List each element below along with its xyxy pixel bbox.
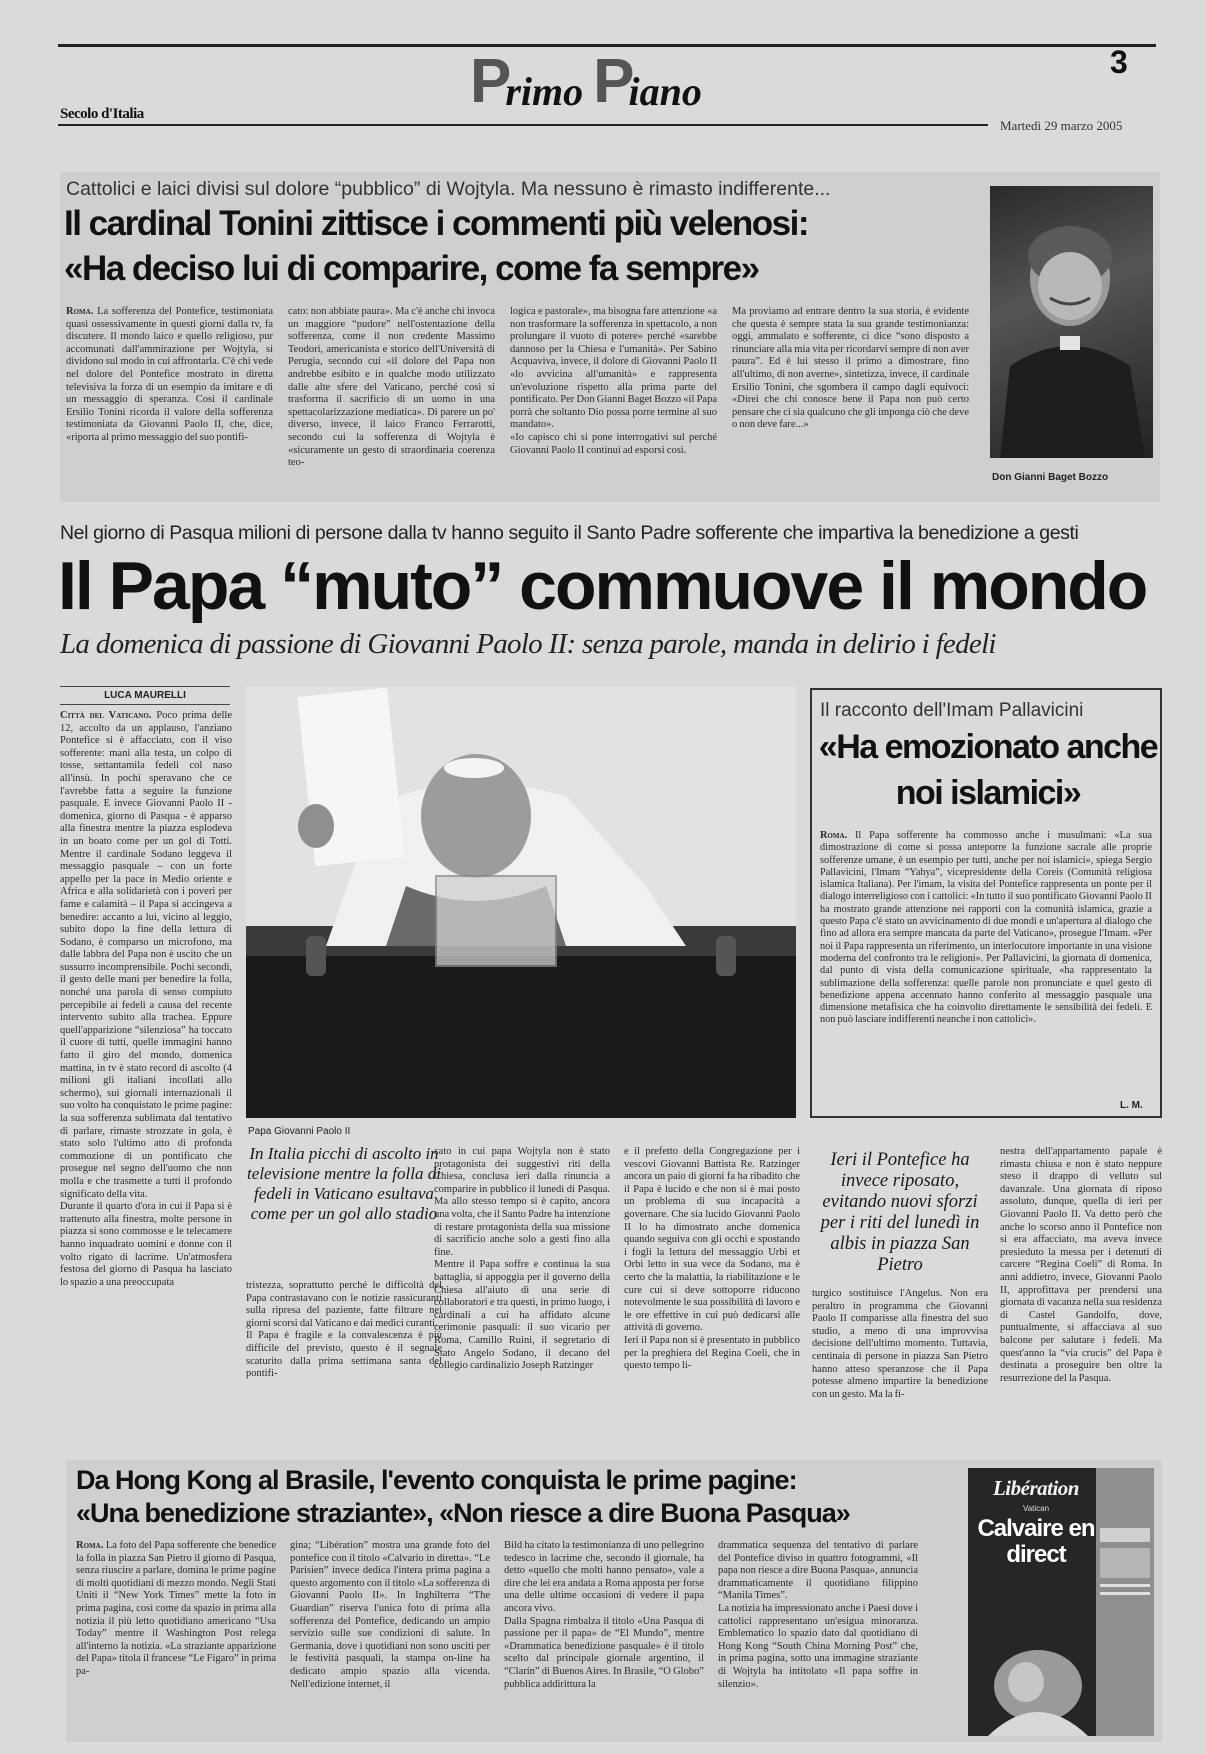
section-title-initial-1: P bbox=[470, 47, 512, 116]
story-prime-pagine-col-3: Bild ha citato la testimonianza di uno pellegrino tedesco in lacrime che, secondo il giornale, ha detto «quello che molti hanno pensato», vale a dire che lei era andata a Roma apposta per forse una delle ultime occasioni di vedere il papa ancora vivo. Dalla Spagna rimbalza il titolo «Una Pasqua di passione per il papa» de “El Mundo”, mentre «Drammatica benedizione pasquale» è il titolo scelto dal principale giornale argentino, il “Clarín” di Buenos Aires. In Brasile, “O Globo” pubblica addirittura la bbox=[504, 1540, 704, 1690]
baget-bozzo-caption: Don Gianni Baget Bozzo bbox=[992, 472, 1109, 483]
liberation-kicker: Vatican bbox=[1022, 1504, 1050, 1513]
baget-bozzo-photo bbox=[990, 186, 1153, 458]
story-papa-kicker: Nel giorno di Pasqua milioni di persone dalla tv hanno seguito il Santo Padre sofferente che impartiva la benedizione a gesti bbox=[60, 522, 1079, 544]
imam-dateline: Roma. bbox=[820, 830, 848, 841]
liberation-logo: Libération bbox=[992, 1476, 1079, 1500]
story-tonini-headline-2: «Ha deciso lui di comparire, come fa sempre» bbox=[64, 249, 759, 288]
pope-illustration bbox=[246, 686, 796, 1118]
pope-photo bbox=[246, 686, 796, 1118]
story-papa-subhead: La domenica di passione di Giovanni Paolo II: senza parole, manda in delirio i fedeli bbox=[60, 628, 996, 660]
section-title-initial-2: P bbox=[593, 47, 635, 116]
byline-rule-bottom bbox=[60, 704, 230, 705]
story-prime-pagine-col-4: drammatica sequenza del tentativo di parlare del Pontefice diviso in quattro fotogrammi, «Il papa non riesce a dire Buona Pasqua», annuncia drammaticamente il quotidiano filippino “Manila Times”. La notizia ha impressionato anche i Paesi dove i cattolici rappresentano un'esigua minoranza. Emblematico lo spazio dato dal quotidiano di Hong Kong “South China Morning Post” che, in prima pagina, sotto una immagine straziante di Wojtyla ha intitolato «Il papa soffre in silenzio». bbox=[718, 1540, 918, 1690]
paper-name: Secolo d'Italia bbox=[60, 106, 144, 122]
page-number: 3 bbox=[1110, 44, 1128, 80]
imam-signature: L. M. bbox=[1120, 1100, 1143, 1111]
section-title-word-1: rimo bbox=[505, 69, 584, 114]
byline-rule bbox=[60, 686, 230, 687]
story-papa-col-2: tristezza, soprattutto perché le difficoltà del Papa contrastavano con le notizie rassicuranti sulla ripresa del paziente, fatte filtrare nei giorni scorsi dal Vaticano e dai medici curanti. Il Papa è fragile e la convalescenza è più difficile del previsto, questo è il segnale scaturito dalla prima settimana santa del pontifi- bbox=[246, 1280, 442, 1380]
pullquote-riposo: Ieri il Pontefice ha invece riposato, evitando nuovi sforzi per i riti del lunedì in albis in piazza San Pietro bbox=[820, 1150, 980, 1275]
imam-sidebar-headline: «Ha emozionato anche noi islamici» bbox=[818, 728, 1158, 812]
portrait-illustration bbox=[990, 186, 1153, 458]
section-title-word-2: iano bbox=[628, 69, 702, 114]
pullquote-ascolto: In Italia picchi di ascolto in televisione mentre la folla di fedeli in Vaticano esultava come per un gol allo stadio bbox=[247, 1144, 441, 1223]
story-papa-col-3: cato in cui papa Wojtyla non è stato protagonista dei suggestivi riti della Chiesa, conclusa ieri dalla rinuncia a comparire in pubblico il lunedì di Pasqua. Ma allo stesso tempo si è capito, ancora una volta, che il Santo Padre ha intenzione di restare protagonista della sua missione di sacrificio anche solo a gesti fino alla fine. Mentre il Papa soffre e continua la sua battaglia, si appoggia per il governo della Chiesa all'aiuto di una serie di collaboratori e tra questi, in primo luogo, i cardinali a cui ha affidato alcune cerimonie pasquali: il suo vicario per Roma, Camillo Ruini, il segretario di Stato Angelo Sodano, il decano del collegio cardinalizio Joseph Ratzinger bbox=[434, 1146, 610, 1372]
section-title bbox=[470, 46, 702, 116]
liberation-headline: Calvaire en direct bbox=[977, 1515, 1095, 1568]
story-tonini-col-1: Roma. La sofferenza del Pontefice, testimoniata quasi ossessivamente in questi giorni dalla tv, fa discutere. Il mondo laico e quello religioso, pur accomunati dall'ammirazione per Wojtyla, si dividono sul modo in cui affrontarla. C'è chi vede nel dolore del Pontefice mostrato in diretta televisiva la forza di un esempio da imitare e di un messaggio di speranza. Così il cardinale Ersilio Tonini ricorda il valore della sofferenza testimoniata da Giovanni Paolo II, che, dice, «riporta al primo messaggio del suo pontifi- bbox=[66, 306, 273, 443]
story-papa-col-4: e il prefetto della Congregazione per i vescovi Giovanni Battista Re. Ratzinger ancora un paio di giorni fa ha ribadito che il Papa è lucido e che non si è mai posto un problema di sua incapacità a governare. Che sia lucido Giovanni Paolo II lo ha dimostrato anche domenica quando seguiva con gli occhi e spostando i fogli la lettura del messaggio Urbi et Orbi letto in sua vece da Sodano, ma è certo che la malattia, la riabilitazione e le cure cui si deve sottoporre riducono notevolmente le sua possibilità di lavoro e le ore effettive in cui può dedicarsi alle attività di governo. Ieri il Papa non si è presentato in pubblico per la preghiera del Regina Coeli, che in questo tempo li- bbox=[624, 1146, 800, 1372]
story-prime-pagine-headline-1: Da Hong Kong al Brasile, l'evento conquista le prime pagine: bbox=[76, 1465, 797, 1495]
story-prime-pagine-headline-2: «Una benedizione straziante», «Non riesce a dire Buona Pasqua» bbox=[76, 1498, 850, 1528]
story-prime-pagine-col-1: Roma. La foto del Papa sofferente che benedice la folla in piazza San Pietro il giorno di Pasqua, senza riuscire a parlare, domina le prime pagine di molti quotidiani di mezzo mondo. Negli Stati Uniti il “New York Times” mette la foto in prima pagina, così come da spazio in prima alla notizia il più letto quotidiano americano “Usa Today” mentre il Washington Post relega all'interno la notizia. «La straziante apparizione del Papa» titola il francese “Le Figaro” in prima pa- bbox=[76, 1540, 276, 1677]
liberation-front-page bbox=[968, 1468, 1154, 1736]
story-tonini-headline-1: Il cardinal Tonini zittisce i commenti più velenosi: bbox=[64, 204, 809, 243]
imam-sidebar-kicker: Il racconto dell'Imam Pallavicini bbox=[820, 700, 1084, 721]
story-papa-dateline: Città del Vaticano. bbox=[60, 710, 152, 721]
story-papa-col-6: nestra dell'appartamento papale è rimasta chiusa e non è stato neppure steso il drappo di velluto sul davanzale. Una giornata di riposo assoluto, dunque, quella di ieri per Giovanni Paolo II. Va detto però che anche lo scorso anno il Pontefice non si era affacciato, ma aveva invece presieduto la messa per i detenuti di carcere “Regina Coeli” di Roma. In anni addietro, invece, Giovanni Paolo II, approfittava per prendersi una giornata di vacanza nella sua residenza di Castel Gandolfo, dove, puntualmente, si affacciava al suo balcone per salutare i fedeli. Ma quest'anno la “via crucis” del Papa è destinata a proseguire ben oltre la resurrezione del la Pasqua. bbox=[1000, 1146, 1162, 1384]
issue-date: Martedì 29 marzo 2005 bbox=[1000, 118, 1123, 133]
imam-sidebar-body: Roma. Il Papa sofferente ha commosso anche i musulmani: «La sua dimostrazione di come si possa anteporre la funzione sacrale alle proprie sofferenze umane, è un esempio per tutti, anche per noi islamici», spiega Sergio Pallavicini, l'Imam “Yahya”, vicepresidente della Coreis (Comunità religiosa islamica Italiana). Per l'imam, la visita del Pontefice rappresenta un ponte per il dialogo interreligioso con i cattolici: «In tutto il suo pontificato Giovanni Paolo II ha mostrato grande attenzione nei rapporti con la comunità islamica, grazie a questo Papa c'è stato un avvicinamento di due mondi e un'apertura al dialogo che fino ad allora era sempre mancata da parte del Vaticano», prosegue l'Imam. «Per noi il Papa rappresenta un riferimento, un interlocutore importante in una visione moderna del confronto tra le religioni». Per Pallavicini, la giornata di domenica, dal punto di vista della comunicazione spirituale, «ha rappresentato la sublimazione della sofferenza: quelle parole non pronunciate e quel gesto di benedizione appena accennato hanno conferito al messaggio pasquale una dimensione metafisica che ha coinvolto direttamente le sensibilità dei fedeli. E non può lasciare indifferenti neanche i non cattolici». bbox=[820, 830, 1152, 1026]
story-papa-col-5: turgico sostituisce l'Angelus. Non era peraltro in programma che Giovanni Paolo II comparisse alla finestra del suo studio, a meno di una improvvisa decisione dell'ultimo momento. Tuttavia, centinaia di persone in piazza San Pietro hanno atteso speranzose che il Papa potesse almeno impartire la benedizione con un gesto. Ma la fi- bbox=[812, 1288, 988, 1400]
story-tonini-col-3: logica e pastorale», ma bisogna fare attenzione «a non trasformare la sofferenza in spettacolo, a non prolungare il vuoto di potere» perché «sarebbe dannoso per la Chiesa e l'umanità». Per Sabino Acquaviva, invece, il dolore di Giovanni Paolo II «lo avvicina all'umanità» e rappresenta un'evoluzione rispetto alla prima parte del pontificato. Per Don Gianni Baget Bozzo «il Papa porrà che soltanto Dio possa porre termine al suo mandato». «Io capisco chi si pone interrogativi sul perché Giovanni Paolo II continui ad esporsi così. bbox=[510, 306, 717, 456]
story-papa-byline: LUCA MAURELLI bbox=[104, 690, 186, 701]
pope-photo-caption: Papa Giovanni Paolo II bbox=[248, 1126, 351, 1137]
story-papa-headline: Il Papa “muto” commuove il mondo bbox=[58, 548, 1147, 624]
story-tonini-dateline: Roma. bbox=[66, 306, 94, 317]
story-papa-col-1: Città del Vaticano. Poco prima delle 12, accolto da un applauso, l'anziano Pontefice si è affacciato, con il viso sofferente: mani alla testa, un colpo di tosse, settantamila fedeli col naso all'insù. In pochi speravano che ce l'avrebbe fatta a seguire la funzione pasquale. E invece Giovanni Paolo II - domenica, giorno di Pasqua - è apparso alla finestra mentre la piazza esplodeva in un boato come per un gol di Totti. Mentre il cardinale Sodano leggeva il messaggio pasquale – con un forte appello per la pace in Medio oriente e Africa e alla solidarietà con i poveri per fame e calamità – il Papa si accingeva a benedire: accanto a lui, vicino al leggio, subito dopo la fine della lettura di Sodano, è comparso un microfono, ma dalle labbra del Papa non è uscito che un sussurro incomprensibile. Pochi secondi, il gesto delle mani per benedire la folla, nonché una parola di senso compiuto percepibile ai fedeli a causa del recente intervento subito alla trachea. Eppure quell'apparizione “silenziosa” ha toccato il cuore di tutti, quelle immagini hanno fatto il giro del mondo, domenica mattina, in tv è stato record di ascolto (4 milioni gli italiani incollati allo schermo), sui giornali internazionali il suo volto ha conquistato le prime pagine: la sua sofferenza sublimata dal tentativo di parlare, rimaste strozzate in gola, è stato solo l'ultimo atto di profonda commozione di un pontificato che prosegue nel segno dell'uomo che non molla e che trasmette a tutti il profondo significato della vita. Durante il quarto d'ora in cui il Papa si è trattenuto alla finestra, molte persone in piazza si sono commosse e le telecamere hanno inquadrato uomini e donne con il volto rigato di lacrime. Un'atmosfera festosa del giorno di Pasqua ha lasciato lo spazio a una preoccupata bbox=[60, 710, 232, 1288]
story-tonini-kicker: Cattolici e laici divisi sul dolore “pubblico” di Wojtyla. Ma nessuno è rimasto indifferente... bbox=[66, 178, 831, 200]
story-tonini-col-4: Ma proviamo ad entrare dentro la sua storia, è evidente che questa è sempre stata la sua grande testimonianza: oggi, ammalato e sofferente, ci dice “sono disposto a rinunciare alla mia vita per ricordarvi sempre di non aver paura”. Ed è lui stesso il primo a dimostrare, fino all'ultimo, di non averne», sintetizza, invece, il cardinale Ersilio Tonini, che sgombera il campo dagli equivoci: «Direi che chi conosce bene il Papa non può certo pensare che ci sia qualcuno che gli imponga ciò che deve o non deve fare...» bbox=[732, 306, 969, 431]
story-prime-pagine-dateline: Roma. bbox=[76, 1540, 104, 1551]
story-tonini-col-2: cato: non abbiate paura». Ma c'è anche chi invoca un maggiore “pudore” nell'ostentazione della sofferenza, come il non credente Massimo Teodori, americanista e storico dell'Università di Perugia, secondo cui «il dolore del Papa non andrebbe esibito e in qualche modo utilizzato dalle alte sfere del Vaticano, perché così si trasforma il sacrificio di un uomo in una spettacolarizzazione mediatica». Di parere un po' diverso, invece, il laico Franco Ferrarotti, secondo cui la sofferenza di Wojtyla è «sicuramente un gesto di straordinaria coerenza teo- bbox=[288, 306, 495, 469]
masthead-rule bbox=[58, 124, 988, 126]
story-prime-pagine-col-2: gina; “Libération” mostra una grande foto del pontefice con il titolo «Calvario in diretta». “Le Parisien” invece dedica l'intera prima pagina a questo argomento con il titolo «La sofferenza di Giovanni Paolo II». In Inghilterra “The Guardian” riserva l'unica foto di prima alla sofferenza del Pontefice, dedicando un ampio servizio sulle sue condizioni di salute. In Germania, dove i quotidiani non sono usciti per le festività pasquali, la stampa on-line ha dedicato ampio spazio alla vicenda. Nell'edizione internet, il bbox=[290, 1540, 490, 1690]
